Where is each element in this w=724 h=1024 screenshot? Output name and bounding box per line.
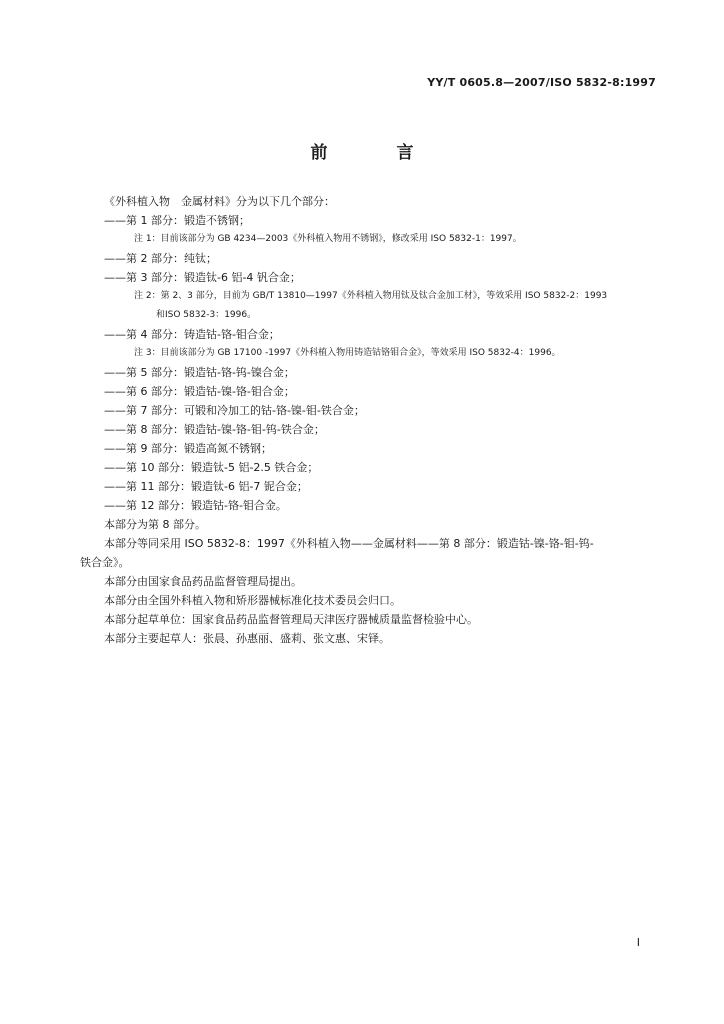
note: 注 2：第 2、3 部分，目前为 GB/T 13810—1997《外科植入物用钛及钛合金加工材》，等效采用 ISO 5832-2：1993 xyxy=(134,291,608,301)
list-item: ——第 8 部分：锻造钴-镍-铬-钼-钨-铁合金； xyxy=(104,423,325,436)
paragraph: 本部分等同采用 ISO 5832-8：1997《外科植入物——金属材料——第 8 部分：锻造钴-镍-铬-钼-钨- xyxy=(104,537,594,550)
list-item: ——第 4 部分：铸造钴-铬-钼合金； xyxy=(104,328,280,341)
note: 注 3：目前该部分为 GB 17100 -1997《外科植入物用铸造钴铬钼合金》，等效采用 ISO 5832-4：1996。 xyxy=(134,348,561,358)
paragraph: 本部分由全国外科植入物和矫形器械标准化技术委员会归口。 xyxy=(104,594,401,607)
paragraph: 本部分主要起草人：张晨、孙惠丽、盛莉、张文惠、宋铎。 xyxy=(104,632,390,645)
page-title: 前 言 xyxy=(310,143,440,163)
list-item: ——第 9 部分：锻造高氮不锈钢； xyxy=(104,442,272,455)
list-item: ——第 2 部分：纯钛； xyxy=(104,252,217,265)
list-item: ——第 5 部分：锻造钴-铬-钨-镍合金； xyxy=(104,366,295,379)
paragraph: 本部分起草单位：国家食品药品监督管理局天津医疗器械质量监督检验中心。 xyxy=(104,613,478,626)
list-item: ——第 7 部分：可锻和冷加工的钴-铬-镍-钼-铁合金； xyxy=(104,404,365,417)
list-item: ——第 1 部分：锻造不锈钢； xyxy=(104,214,250,227)
list-item: ——第 6 部分：锻造钴-镍-铬-钼合金； xyxy=(104,385,295,398)
intro-paragraph: 《外科植入物 金属材料》分为以下几个部分： xyxy=(104,195,335,208)
list-item: ——第 12 部分：锻造钴-铬-钼合金。 xyxy=(104,499,287,512)
note: 注 1：目前该部分为 GB 4234—2003《外科植入物用不锈钢》，修改采用 ISO 5832-1：1997。 xyxy=(134,234,522,244)
list-item: ——第 10 部分：锻造钛-5 铝-2.5 铁合金； xyxy=(104,461,319,474)
paragraph: 本部分为第 8 部分。 xyxy=(104,518,206,531)
note-continuation: 和ISO 5832-3：1996。 xyxy=(156,310,257,320)
document-body xyxy=(82,192,662,648)
paragraph: 本部分由国家食品药品监督管理局提出。 xyxy=(104,575,302,588)
paragraph-continuation: 铁合金》。 xyxy=(80,556,130,569)
list-item: ——第 11 部分：锻造钛-6 铝-7 铌合金； xyxy=(104,480,308,493)
standard-code: YY/T 0605.8—2007/ISO 5832-8:1997 xyxy=(427,76,656,89)
list-item: ——第 3 部分：锻造钛-6 铝-4 钒合金； xyxy=(104,271,301,284)
page-number: I xyxy=(636,936,640,949)
